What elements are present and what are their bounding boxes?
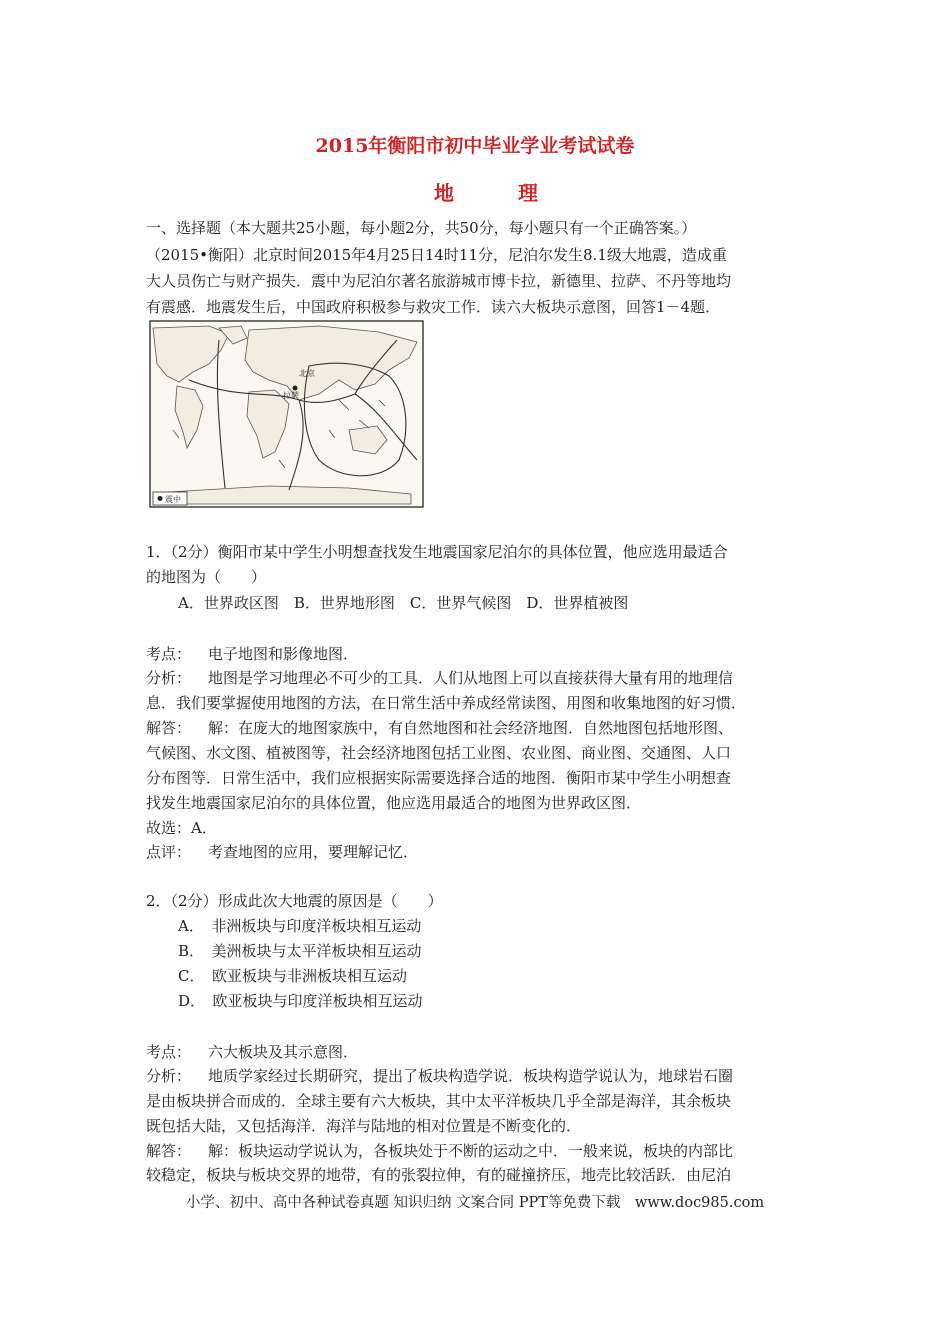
page-footer: 小学、初中、高中各种试卷真题 知识归纳 文案合同 PPT等免费下载 www.doc985.com: [185, 1195, 765, 1211]
dianping-label: 点评：: [146, 843, 192, 861]
jieda-label: 解答：: [146, 719, 192, 737]
q1-jieda-line: 分布图等．日常生活中，我们应根据实际需要选择合适的地图．衡阳市某中学生小明想查: [146, 769, 732, 787]
kaodian-label: 考点：: [146, 1043, 192, 1061]
q1-answer: 故选：A．: [146, 819, 217, 837]
q1-stem: 的地图为（ ）: [146, 568, 267, 586]
q2-jieda-line: 较稳定，板块与板块交界的地带，有的张裂拉伸，有的碰撞挤压，地壳比较活跃．由尼泊: [146, 1166, 732, 1184]
section-heading: 一、选择题（本大题共25小题，每小题2分，共50分，每小题只有一个正确答案。）: [146, 219, 697, 237]
epicenter-legend-icon: [158, 496, 163, 501]
q2-option-a: A． 非洲板块与印度洋板块相互运动: [178, 917, 422, 935]
q2-option-b: B． 美洲板块与太平洋板块相互运动: [178, 942, 422, 960]
passage-line: 有震感．地震发生后，中国政府积极参与救灾工作．读六大板块示意图，回答1－4题．: [146, 298, 721, 316]
kaodian-label: 考点：: [146, 645, 192, 663]
q1-stem: 1．（2分）衡阳市某中学生小明想查找发生地震国家尼泊尔的具体位置，他应选用最适合: [146, 543, 728, 561]
q2-fenxi-line: 地质学家经过长期研究，提出了板块构造学说．板块构造学说认为，地球岩石圈: [208, 1067, 734, 1085]
q2-kaodian: 六大板块及其示意图．: [208, 1043, 359, 1061]
fenxi-label: 分析：: [146, 1067, 192, 1085]
q2-option-d: D． 欧亚板块与印度洋板块相互运动: [178, 992, 423, 1010]
q2-fenxi-line: 是由板块拼合而成的．全球主要有六大板块，其中太平洋板块几乎全部是海洋，其余板块: [146, 1092, 732, 1110]
passage-line: （2015•衡阳）北京时间2015年4月25日14时11分，尼泊尔发生8.1级大地震，造成重: [146, 246, 727, 264]
exam-title: 2015年衡阳市初中毕业学业考试试卷: [315, 135, 635, 157]
plate-map-figure: [149, 320, 424, 508]
q2-option-c: C． 欧亚板块与非洲板块相互运动: [178, 967, 407, 985]
map-label-beijing: 北京: [299, 369, 315, 378]
q1-fenxi-line: 息．我们要掌握使用地图的方法，在日常生活中养成经常读图、用图和收集地图的好习惯．: [146, 694, 747, 712]
passage-line: 大人员伤亡与财产损失．震中为尼泊尔著名旅游城市博卡拉，新德里、拉萨、不丹等地均: [146, 272, 732, 290]
q2-stem: 2．（2分）形成此次大地震的原因是（ ）: [146, 892, 443, 910]
q1-dianping: 考查地图的应用，要理解记忆．: [208, 843, 419, 861]
map-legend-label: 震中: [165, 495, 181, 504]
q1-kaodian: 电子地图和影像地图．: [208, 645, 359, 663]
map-label-lhasa: 拉萨: [283, 391, 299, 400]
q2-jieda-line: 解：板块运动学说认为，各板块处于不断的运动之中．一般来说，板块的内部比: [208, 1142, 734, 1160]
q1-fenxi-line: 地图是学习地理必不可少的工具．人们从地图上可以直接获得大量有用的地理信: [208, 669, 734, 687]
q1-jieda-line: 解：在庞大的地图家族中，有自然地图和社会经济地图．自然地图包括地形图、: [208, 719, 734, 737]
jieda-label: 解答：: [146, 1142, 192, 1160]
q1-jieda-line: 找发生地震国家尼泊尔的具体位置，他应选用最适合的地图为世界政区图．: [146, 794, 642, 812]
q1-options: A．世界政区图 B．世界地形图 C．世界气候图 D．世界植被图: [178, 594, 629, 612]
q2-fenxi-line: 既包括大陆，又包括海洋．海洋与陆地的相对位置是不断变化的．: [146, 1117, 582, 1135]
subject-title: 地 理: [434, 181, 560, 205]
fenxi-label: 分析：: [146, 669, 192, 687]
q1-jieda-line: 气候图、水文图、植被图等，社会经济地图包括工业图、农业图、商业图、交通图、人口: [146, 744, 732, 762]
